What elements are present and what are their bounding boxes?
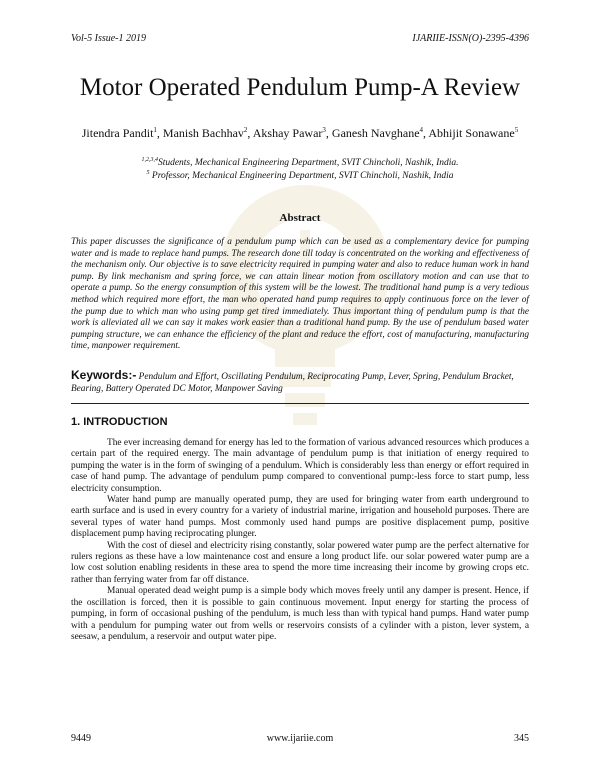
paper-title: Motor Operated Pendulum Pump-A Review <box>79 74 521 101</box>
paragraph: Water hand pump are manually operated pump, they are used for bringing water from earth underground to earth surface and is used in every country for a variety of industrial marine, irrigation and household purposes. There are several types of water hand pumps. Most commonly used hand pumps are positive displacement pump, positive displacement pump having reciprocating plunger. <box>71 495 529 540</box>
abstract-heading: Abstract <box>279 212 321 224</box>
keywords-text: Pendulum and Effort, Oscillating Pendulum, Reciprocating Pump, Lever, Spring, Pendulum Bracket, Bearing, Battery Operated DC Motor, Manpower Saving <box>71 372 514 394</box>
section-heading: 1. INTRODUCTION <box>71 416 168 428</box>
paragraph: Manual operated dead weight pump is a simple body which moves freely until any damper is present. Hence, if the oscillation is forced, then it is possible to gain continuous movement. Input energy for starting the process of pumping, in form of occasional pushing of the pendulum, is much less than with typical hand pumps. Hand water pump with a pendulum for pumping water out from wells or reservoirs consists of a cylinder with a piston, lever system, a seesaw, a pendulum, a reservoir and output water pipe. <box>71 586 529 642</box>
keywords-label: Keywords:- <box>71 368 137 382</box>
divider <box>71 403 529 404</box>
journal-website: www.ijariie.com <box>266 733 334 744</box>
affiliation-professor: $^5$ Professor, Mechanical Engineering Department, SVIT Chincholi, Nashik, India <box>146 170 454 182</box>
author: Abhijit Sonawane$^5$ <box>428 126 519 140</box>
author: Manish Bachhav$^2$, <box>162 126 253 140</box>
author: Akshay Pawar$^3$, <box>252 126 332 140</box>
abstract-text: This paper discusses the significance of a pendulum pump which can be used as a complementary device for pumping water and is made to replace hand pumps. The research done till today is concentrated on the working and effectiveness of the mechanism only. Our objective is to save electricity required in pumping water and also to reduce human work in hand pump. By link mechanism and spring force, we can attain linear motion from oscillatory motion and can use that to operate a pump. So the energy consumption of this system will be the lowest. The traditional hand pump is a very tedious method which required more effort, the man who operated hand pump requires to apply continuous force on the lever of the pump due to which man who using pump get tired immediately. Thus important thing of pendulum pump is that the work is alleviated all we can say it makes work easier than a traditional hand pump. By the use of pendulum based water pumping structure, we can enhance the efficiency of the plant and reduce the effort, cost of manufacturing, manufacturing time, manpower requirement. <box>71 237 529 352</box>
author-list <box>0 126 600 141</box>
paragraph: With the cost of diesel and electricity rising constantly, solar powered water pump are the perfect alternative for rulers regions as these have a low maintenance cost and ensure a long product life. our solar powered water pump are a low cost solution enabling residents in these area to spend the more time increasing their income by growing crops etc. rather than ferrying water from far off distance. <box>71 540 529 585</box>
affiliation-students: $^{1,2,3,4}$Students, Mechanical Engineering Department, SVIT Chincholi, Nashik, India. <box>141 157 459 169</box>
paragraph: The ever increasing demand for energy has led to the formation of various advanced resources which produces a certain part of the required energy. The main advantage of pendulum pump is that initiation of energy required to pumping the water is in the form of swinging of a pendulum. Which is considerably less than energy or effort required in case of hand pump. The advantage of pendulum pump compared to conventional pump:-less force to start pump, less electricity consumption. <box>71 438 529 494</box>
section-body <box>71 438 529 643</box>
keywords <box>71 369 529 395</box>
journal-volume-issue: Vol-5 Issue-1 2019 <box>71 33 146 44</box>
author: Jitendra Pandit$^1$, <box>81 126 163 140</box>
paper-id: 9449 <box>71 733 91 744</box>
page-number: 345 <box>514 733 529 744</box>
author: Ganesh Navghane$^4$, <box>331 126 427 140</box>
journal-issn: IJARIIE-ISSN(O)-2395-4396 <box>412 33 529 44</box>
